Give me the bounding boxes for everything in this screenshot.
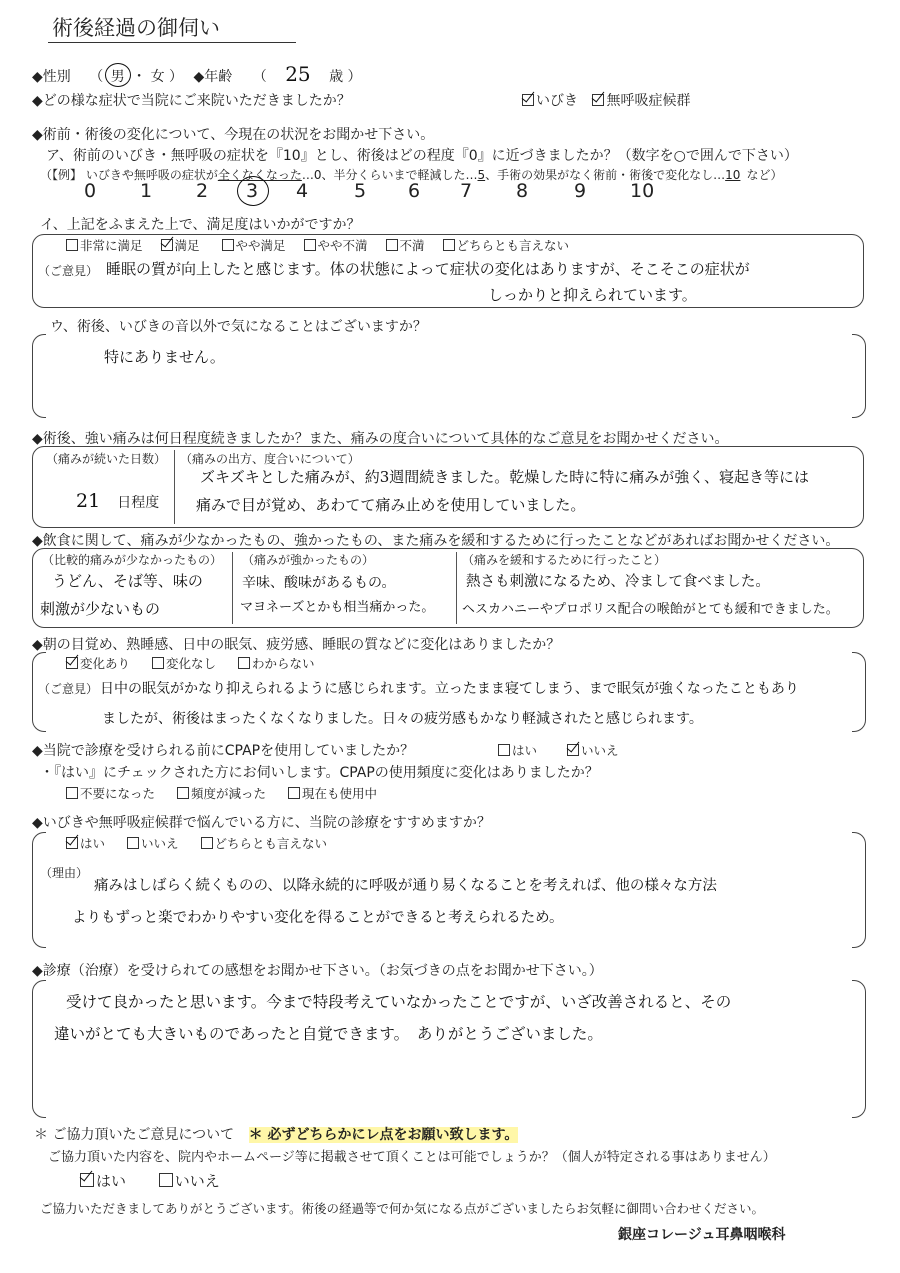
satisfaction-opt[interactable] <box>66 238 143 253</box>
selected-circle <box>105 63 131 87</box>
scale-number[interactable]: 5 <box>354 180 367 202</box>
checkbox[interactable] <box>386 239 398 251</box>
checkbox[interactable] <box>152 657 164 669</box>
impression-question: ◆診療（治療）を受けられての感想をお聞かせ下さい。（お気づきの点をお聞かせ下さい。） <box>32 963 603 979</box>
age-unit: 歳 <box>329 69 344 85</box>
checkbox-checked[interactable] <box>592 94 604 106</box>
pain-days-value[interactable]: 21 <box>76 490 101 512</box>
consent-question: ご協力頂いた内容を、院内やホームページ等に掲載させて頂くことは可能でしょうか？（個人が特定される事はありません） <box>48 1150 776 1165</box>
sleep-opt[interactable] <box>152 656 216 671</box>
pain-answer-line1[interactable]: ズキズキとした痛みが、約3週間続きました。乾燥した時に特に痛みが強く、寝起き等には <box>200 468 809 486</box>
opt-label: やや不満 <box>317 238 368 253</box>
checkbox[interactable] <box>201 837 213 849</box>
other-question: ウ、術後、いびきの音以外で気になることはございますか？ <box>50 319 427 335</box>
recommend-answer-line1[interactable]: 痛みはしばらく続くものの、以降永続的に呼吸が通り易くなることを考えれば、他の様々な方法 <box>94 878 717 894</box>
sleep-answer-line1[interactable]: 日中の眠気がかなり抑えられるように感じられます。立ったまま寝てしまう、まで眠気が強くなったこともあり <box>100 681 799 697</box>
opt-label: いいえ <box>174 1172 220 1190</box>
opt-label: 現在も使用中 <box>302 786 378 801</box>
scale-number[interactable]: 1 <box>140 180 153 202</box>
impression-answer-line1[interactable]: 受けて良かったと思います。今まで特段考えていなかったことですが、いざ改善されると、その <box>66 993 732 1011</box>
food-col3-label: （痛みを緩和するために行ったこと） <box>462 553 667 567</box>
opt-label: 非常に満足 <box>80 238 143 253</box>
checkbox[interactable] <box>222 239 234 251</box>
checkbox[interactable] <box>127 837 139 849</box>
cpap-sub-question: ・『はい』にチェックされた方にお伺いします。CPAPの使用頻度に変化はありましたか？ <box>40 765 599 781</box>
opt-label: いいえ <box>581 743 619 758</box>
scale-number[interactable]: 0 <box>84 180 97 202</box>
recommend-opt[interactable] <box>201 836 328 851</box>
clinic-name: 銀座コレージュ耳鼻咽喉科 <box>618 1227 786 1243</box>
opt-label: 満足 <box>174 238 200 253</box>
divider <box>232 552 233 624</box>
satisfaction-answer-line1[interactable]: 睡眠の質が向上したと感じます。体の状態によって症状の変化はありますが、そこそこの症状が <box>106 260 750 278</box>
other-answer[interactable]: 特にありません。 <box>104 348 225 366</box>
satisfaction-answer-line2[interactable]: しっかりと抑えられています。 <box>488 286 697 304</box>
opt-label: わからない <box>252 656 315 671</box>
impression-answer-line2[interactable]: 違いがとても大きいものであったと自覚できます。 ありがとうございました。 <box>54 1025 603 1043</box>
sleep-opinion-label: （ご意見） <box>38 682 99 696</box>
title-underline <box>48 42 296 43</box>
opt-label: 不要になった <box>80 786 156 801</box>
scale-number[interactable]: 4 <box>296 180 309 202</box>
opt-label: 不満 <box>399 238 425 253</box>
checkbox-checked[interactable] <box>66 657 78 669</box>
satisfaction-options <box>66 236 569 254</box>
checkbox[interactable] <box>238 657 250 669</box>
gender-male-label: 男 <box>110 69 125 85</box>
satisfaction-opt[interactable] <box>304 238 368 253</box>
example-text: （【例】 いびきや無呼吸の症状が <box>40 168 218 182</box>
example-text: …0 <box>301 168 322 182</box>
example-text: 、手術の効果がなく術前・術後で変化なし… <box>485 168 726 182</box>
scale-number[interactable]: 6 <box>408 180 421 202</box>
cpap-opt-no[interactable] <box>567 743 619 758</box>
bracket-right <box>852 832 866 948</box>
divider <box>456 552 457 624</box>
opt-label: はい <box>80 836 106 851</box>
pain-days-unit: 日程度 <box>117 495 160 511</box>
opt-label: はい <box>512 743 538 758</box>
opt-label: いいえ <box>141 836 179 851</box>
opt-label: どちらとも言えない <box>456 238 570 253</box>
page-title: 術後経過の御伺い <box>52 16 220 40</box>
symptom-question: ◆どの様な症状で当院にご来院いただきましたか？ <box>32 93 351 109</box>
opt-label: 頻度が減った <box>191 786 267 801</box>
gender-female[interactable]: 女 <box>150 69 165 85</box>
pain-days-label: （痛みが続いた日数） <box>46 452 167 466</box>
cpap-options <box>498 741 619 759</box>
recommend-answer-line2[interactable]: よりもずっと楽でわかりやすい変化を得ることができると考えられるため。 <box>72 910 564 926</box>
checkbox[interactable] <box>288 787 300 799</box>
example-text: 全くなくなった <box>217 168 302 182</box>
opt-label: 変化あり <box>80 656 131 671</box>
sleep-opt[interactable] <box>66 656 130 671</box>
age-close: ） <box>347 69 362 85</box>
cpap-sub-opt[interactable] <box>66 786 155 801</box>
symptom-opt-label: 無呼吸症候群 <box>606 93 691 109</box>
recommend-opt[interactable] <box>127 836 179 851</box>
recommend-question: ◆いびきや無呼吸症候群で悩んでいる方に、当院の診療をすすめますか？ <box>32 815 491 831</box>
consent-instruction: ＊ 必ずどちらかにレ点をお願い致します。 <box>248 1127 519 1143</box>
satisfaction-opt[interactable] <box>222 238 286 253</box>
checkbox-checked[interactable] <box>161 239 173 251</box>
bracket-right <box>852 980 866 1118</box>
cpap-sub-opt[interactable] <box>177 786 266 801</box>
recommend-opt[interactable] <box>66 836 105 851</box>
bracket-left <box>32 832 46 948</box>
bracket-left <box>32 980 46 1118</box>
symptom-opt-apnea[interactable] <box>592 93 690 109</box>
scale-number[interactable]: 10 <box>630 180 655 202</box>
gender-male[interactable] <box>108 66 128 86</box>
gender-open: （ <box>89 69 104 85</box>
symptom-opt-snoring[interactable] <box>522 93 578 109</box>
food-col1-label: （比較的痛みが少なかったもの） <box>42 553 223 567</box>
checkbox[interactable] <box>498 744 510 756</box>
gender-row <box>32 62 362 86</box>
sleep-answer-line2[interactable]: ましたが、術後はまったくなくなりました。日々の疲労感もかなり軽減されたと感じられます。 <box>102 711 703 727</box>
divider <box>174 450 175 524</box>
symptom-opt-label: いびき <box>536 93 578 109</box>
cpap-sub-opt[interactable] <box>288 786 377 801</box>
checkbox[interactable] <box>443 239 455 251</box>
satisfaction-opt[interactable] <box>161 238 200 253</box>
checkbox[interactable] <box>66 239 78 251</box>
satisfaction-opinion-label: （ご意見） <box>38 264 99 278</box>
selected-circle <box>237 176 269 206</box>
recommend-reason-label: （理由） <box>40 866 89 880</box>
symptom-options <box>522 90 690 110</box>
satisfaction-opt[interactable] <box>386 238 425 253</box>
food-col2-line2[interactable]: マヨネーズとかも相当痛かった。 <box>240 600 435 615</box>
checkbox-checked[interactable] <box>522 94 534 106</box>
consent-note: ＊ ご協力頂いたご意見について <box>34 1127 235 1143</box>
gender-sep: ・ <box>132 69 147 85</box>
recommend-options <box>66 834 327 852</box>
sleep-options <box>66 654 315 672</box>
food-col3-line2[interactable]: ヘスカハニーやプロポリス配合の喉飴がとても緩和できました。 <box>462 602 839 617</box>
food-col2-label: （痛みが強かったもの） <box>242 553 375 567</box>
bracket-right <box>852 652 866 732</box>
scale-number[interactable]: 7 <box>460 180 473 202</box>
scale-number[interactable]: 8 <box>516 180 529 202</box>
pain-answer-line2[interactable]: 痛みで目が覚め、あわてて痛み止めを使用していました。 <box>196 496 586 514</box>
scale-number[interactable]: 2 <box>196 180 209 202</box>
checkbox[interactable] <box>304 239 316 251</box>
checkbox[interactable] <box>66 787 78 799</box>
sleep-question: ◆朝の目覚め、熟睡感、日中の眠気、疲労感、睡眠の質などに変化はありましたか？ <box>32 637 561 653</box>
cpap-opt-yes[interactable] <box>498 743 537 758</box>
opt-label: はい <box>96 1172 127 1190</box>
satisfaction-question: イ、上記をふまえた上で、満足度はいかがですか？ <box>40 217 361 233</box>
consent-opt-yes[interactable] <box>80 1172 126 1190</box>
example-text: など） <box>746 168 783 182</box>
checkbox[interactable] <box>177 787 189 799</box>
age-open: （ <box>252 69 267 85</box>
bracket-left <box>32 334 46 418</box>
checkbox-checked[interactable] <box>80 1173 94 1187</box>
gender-close: ） <box>169 69 184 85</box>
change-question: ◆術前・術後の変化について、今現在の状況をお聞かせ下さい。 <box>32 127 435 143</box>
age-value[interactable]: 25 <box>285 62 311 86</box>
food-col3-line1[interactable]: 熱さも刺激になるため、冷まして食べました。 <box>466 574 770 590</box>
food-col1-line1[interactable]: うどん、そば等、味の <box>52 572 203 590</box>
scale-number[interactable]: 9 <box>574 180 587 202</box>
food-col2-line1[interactable]: 辛味、酸味があるもの。 <box>242 575 396 591</box>
example-text: 、半分くらいまで軽減した… <box>321 168 478 182</box>
checkbox[interactable] <box>159 1173 173 1187</box>
example-text: 5 <box>477 168 486 182</box>
cpap-question: ◆当院で診療を受けられる前にCPAPを使用していましたか？ <box>32 743 415 759</box>
opt-label: 変化なし <box>166 656 217 671</box>
consent-options <box>80 1170 220 1191</box>
bracket-right <box>852 334 866 418</box>
gender-label: ◆性別 <box>32 69 71 85</box>
consent-heading <box>34 1124 518 1144</box>
footer-thanks: ご協力いただきましてありがとうございます。術後の経過等で何か気になる点がございましたらお気軽に御問い合わせください。 <box>40 1201 765 1216</box>
food-question: ◆飲食に関して、痛みが少なかったもの、強かったもの、また痛みを緩和するために行ったことなどがあればお聞かせください。 <box>32 533 840 549</box>
opt-label: どちらとも言えない <box>214 836 328 851</box>
checkbox-checked[interactable] <box>567 744 579 756</box>
pain-detail-label: （痛みの出方、度合いについて） <box>180 452 360 466</box>
pain-days <box>76 490 159 512</box>
opt-label: やや満足 <box>235 238 286 253</box>
example-text: 10 <box>725 168 741 182</box>
food-col1-line2[interactable]: 刺激が少ないもの <box>40 600 161 618</box>
scale-number[interactable]: 3 <box>246 180 259 202</box>
sleep-opt[interactable] <box>238 656 315 671</box>
age-label: ◆年齢 <box>193 69 233 85</box>
cpap-sub-options <box>66 784 377 802</box>
consent-opt-no[interactable] <box>159 1172 220 1190</box>
change-sub-a: ア、術前のいびき・無呼吸の症状を『10』とし、術後はどの程度『0』に近づきましたか？（数字を○で囲んで下さい） <box>46 148 798 164</box>
pain-question: ◆術後、強い痛みは何日程度続きましたか？また、痛みの度合いについて具体的なご意見をお聞かせください。 <box>32 431 729 447</box>
checkbox-checked[interactable] <box>66 837 78 849</box>
satisfaction-opt[interactable] <box>443 238 570 253</box>
